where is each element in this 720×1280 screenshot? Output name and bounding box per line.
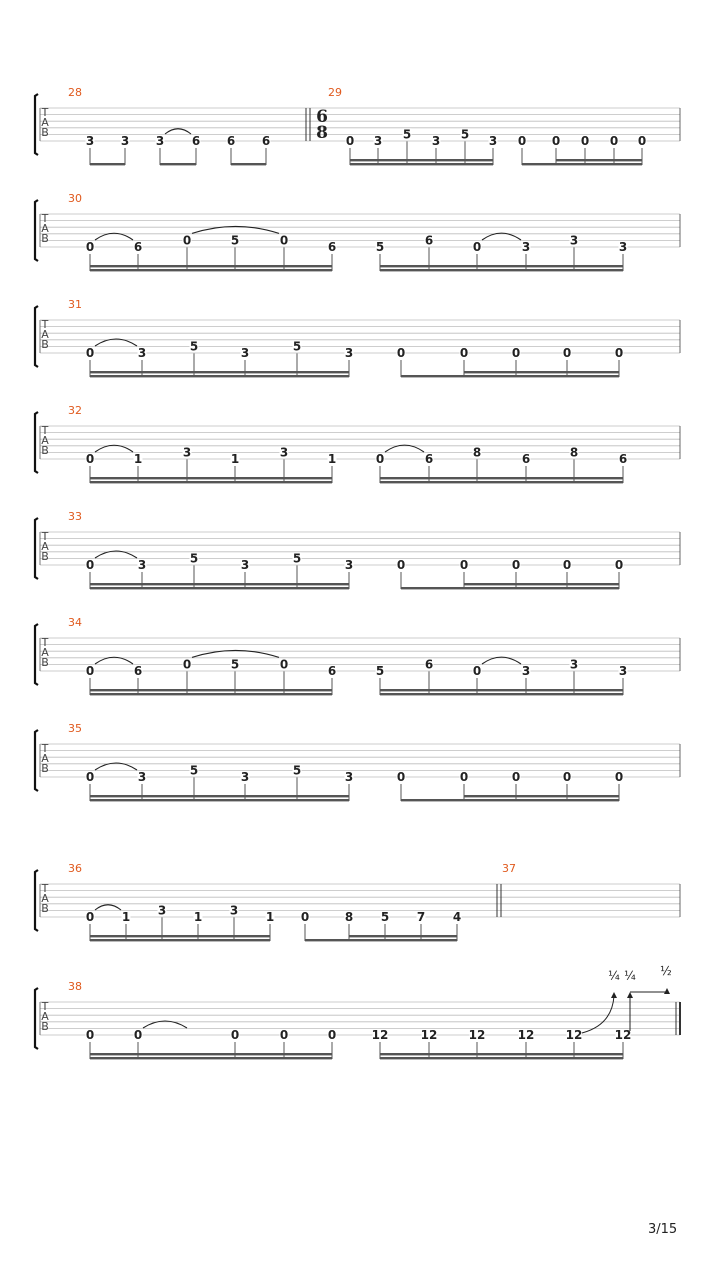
system-bracket [35, 306, 38, 367]
tab-clef-letter: T [41, 318, 49, 331]
beam-primary [231, 163, 266, 165]
fret-number: 0 [300, 910, 310, 924]
fret-number: 12 [420, 1028, 438, 1042]
measure-number: 33 [68, 510, 82, 523]
fret-number: 0 [327, 1028, 337, 1042]
beam-secondary [350, 159, 493, 161]
fret-number: 5 [375, 240, 385, 254]
beam-secondary [90, 689, 332, 691]
fret-number: 3 [155, 134, 165, 148]
beam-secondary [556, 159, 642, 161]
beam-secondary [380, 265, 623, 267]
fret-number: 6 [424, 452, 434, 466]
beam-primary [90, 481, 332, 483]
fret-number: 6 [133, 664, 143, 678]
fret-number: 6 [226, 134, 236, 148]
tab-clef-letter: A [41, 1010, 49, 1023]
fret-number: 3 [182, 445, 192, 460]
beam-primary [90, 587, 349, 589]
tab-clef-letter: B [41, 444, 49, 457]
fret-number: 1 [133, 452, 143, 466]
system-bracket [35, 518, 38, 579]
beam-primary [90, 1057, 332, 1059]
beam-primary [401, 799, 619, 801]
fret-number: 3 [240, 558, 250, 572]
fret-number: 6 [521, 452, 531, 466]
fret-number: 0 [85, 1028, 95, 1042]
fret-number: 3 [618, 664, 628, 678]
measure-number: 31 [68, 298, 82, 311]
fret-number: 0 [396, 770, 406, 784]
fret-number: 3 [344, 346, 354, 360]
beam-secondary [90, 371, 349, 373]
fret-number: 0 [459, 770, 469, 784]
tab-clef-letter: T [41, 636, 49, 649]
tab-clef-letter: B [41, 656, 49, 669]
tab-clef-letter: A [41, 892, 49, 905]
fret-number: 6 [191, 134, 201, 148]
system-bracket [35, 624, 38, 685]
fret-number: 3 [569, 657, 579, 672]
tie-slur [165, 129, 191, 134]
bend-label: ¼ [608, 969, 620, 983]
bend-arrow-head [611, 992, 617, 998]
tab-clef-letter: T [41, 1000, 49, 1013]
fret-number: 3 [344, 770, 354, 784]
measure-number: 28 [68, 86, 82, 99]
fret-number: 8 [569, 445, 579, 460]
fret-number: 12 [565, 1028, 583, 1042]
fret-number: 6 [133, 240, 143, 254]
system-bracket [35, 412, 38, 473]
tab-clef-letter: B [41, 338, 49, 351]
fret-number: 3 [137, 346, 147, 360]
beam-primary [380, 1057, 623, 1059]
beam-primary [380, 693, 623, 695]
system-bracket [35, 870, 38, 931]
fret-number: 0 [614, 558, 624, 572]
fret-number: 0 [614, 346, 624, 360]
beam-primary [401, 587, 619, 589]
fret-number: 5 [402, 127, 412, 142]
tab-clef-letter: A [41, 540, 49, 553]
fret-number: 5 [189, 763, 199, 778]
beam-primary [90, 163, 125, 165]
fret-number: 0 [279, 1028, 289, 1042]
tab-clef-letter: A [41, 328, 49, 341]
measure-number: 38 [68, 980, 82, 993]
fret-number: 5 [230, 657, 240, 672]
fret-number: 3 [279, 445, 289, 460]
tab-clef-letter: A [41, 646, 49, 659]
fret-number: 0 [614, 770, 624, 784]
fret-number: 0 [279, 233, 289, 248]
fret-number: 5 [189, 551, 199, 566]
fret-number: 0 [580, 134, 590, 148]
measure-number: 32 [68, 404, 82, 417]
beam-secondary [90, 1053, 332, 1055]
fret-number: 0 [133, 1028, 143, 1042]
fret-number: 0 [609, 134, 619, 148]
tab-clef-letter: B [41, 232, 49, 245]
fret-number: 0 [85, 910, 95, 924]
fret-number: 0 [517, 134, 527, 148]
measure-number: 37 [502, 862, 516, 875]
fret-number: 0 [551, 134, 561, 148]
fret-number: 12 [371, 1028, 389, 1042]
fret-number: 0 [511, 770, 521, 784]
fret-number: 0 [562, 346, 572, 360]
fret-number: 6 [618, 452, 628, 466]
beam-primary [305, 939, 457, 941]
fret-number: 0 [637, 134, 647, 148]
beam-secondary [90, 265, 332, 267]
fret-number: 0 [396, 558, 406, 572]
tab-clef-letter: B [41, 1020, 49, 1033]
tie-slur [95, 905, 121, 910]
beam-primary [380, 481, 623, 483]
fret-number: 3 [344, 558, 354, 572]
beam-secondary [90, 935, 270, 937]
measure-number: 35 [68, 722, 82, 735]
tab-clef-letter: A [41, 222, 49, 235]
fret-number: 0 [562, 558, 572, 572]
beam-secondary [90, 795, 349, 797]
tab-clef-letter: T [41, 882, 49, 895]
beam-secondary [464, 795, 619, 797]
fret-number: 0 [459, 558, 469, 572]
bend-curve [582, 996, 614, 1033]
fret-number: 12 [517, 1028, 535, 1042]
fret-number: 3 [137, 770, 147, 784]
system-bracket [35, 988, 38, 1049]
tab-clef-letter: A [41, 752, 49, 765]
fret-number: 0 [511, 346, 521, 360]
fret-number: 1 [265, 910, 275, 924]
fret-number: 3 [137, 558, 147, 572]
tab-clef-letter: B [41, 550, 49, 563]
beam-secondary [464, 371, 619, 373]
bend-arrow-head [627, 992, 633, 998]
fret-number: 3 [120, 134, 130, 148]
fret-number: 3 [240, 346, 250, 360]
system-bracket [35, 730, 38, 791]
tie-slur [95, 233, 133, 240]
fret-number: 0 [472, 240, 482, 254]
fret-number: 3 [431, 134, 441, 148]
fret-number: 5 [292, 763, 302, 778]
tab-clef-letter: B [41, 902, 49, 915]
fret-number: 12 [614, 1028, 632, 1042]
beam-secondary [349, 935, 457, 937]
beam-primary [90, 939, 270, 941]
fret-number: 0 [85, 346, 95, 360]
fret-number: 0 [85, 770, 95, 784]
fret-number: 3 [85, 134, 95, 148]
fret-number: 6 [424, 233, 434, 248]
beam-primary [90, 799, 349, 801]
fret-number: 1 [230, 452, 240, 466]
fret-number: 12 [468, 1028, 486, 1042]
fret-number: 3 [373, 134, 383, 148]
beam-primary [401, 375, 619, 377]
tab-clef-letter: A [41, 434, 49, 447]
fret-number: 0 [182, 657, 192, 672]
bend-label: ½ [660, 964, 672, 978]
fret-number: 7 [416, 910, 426, 924]
beam-secondary [464, 583, 619, 585]
beam-primary [350, 163, 493, 165]
tab-clef-letter: T [41, 212, 49, 225]
fret-number: 0 [472, 664, 482, 678]
fret-number: 8 [344, 910, 354, 924]
tab-clef-letter: B [41, 126, 49, 139]
fret-number: 1 [193, 910, 203, 924]
beam-primary [90, 375, 349, 377]
fret-number: 0 [85, 664, 95, 678]
fret-number: 6 [261, 134, 271, 148]
fret-number: 0 [279, 657, 289, 672]
measure-number: 34 [68, 616, 82, 629]
fret-number: 0 [375, 452, 385, 466]
bend-arrow-head [664, 988, 670, 994]
tab-clef-letter: T [41, 106, 49, 119]
measure-number: 30 [68, 192, 82, 205]
beam-primary [90, 269, 332, 271]
fret-number: 5 [375, 664, 385, 678]
fret-number: 3 [618, 240, 628, 254]
beam-secondary [90, 583, 349, 585]
tie-slur [95, 657, 133, 664]
fret-number: 3 [521, 240, 531, 254]
fret-number: 3 [488, 134, 498, 148]
system-bracket [35, 200, 38, 261]
fret-number: 5 [189, 339, 199, 354]
fret-number: 6 [424, 657, 434, 672]
fret-number: 5 [230, 233, 240, 248]
measure-number: 29 [328, 86, 342, 99]
beam-primary [90, 693, 332, 695]
fret-number: 3 [569, 233, 579, 248]
fret-number: 6 [327, 664, 337, 678]
tab-clef-letter: T [41, 742, 49, 755]
measure-number: 36 [68, 862, 82, 875]
fret-number: 5 [292, 339, 302, 354]
fret-number: 0 [396, 346, 406, 360]
beam-primary [380, 269, 623, 271]
fret-number: 1 [327, 452, 337, 466]
fret-number: 0 [459, 346, 469, 360]
fret-number: 5 [460, 127, 470, 142]
bend-label: ¼ [624, 969, 636, 983]
time-signature-top: 6 [316, 107, 328, 127]
fret-number: 3 [157, 903, 167, 918]
beam-primary [522, 163, 642, 165]
fret-number: 0 [230, 1028, 240, 1042]
system-bracket [35, 94, 38, 155]
fret-number: 0 [85, 240, 95, 254]
fret-number: 4 [452, 910, 462, 924]
fret-number: 0 [182, 233, 192, 248]
beam-secondary [90, 477, 332, 479]
fret-number: 5 [292, 551, 302, 566]
time-signature-bottom: 8 [316, 123, 328, 143]
tab-clef-letter: B [41, 762, 49, 775]
fret-number: 3 [240, 770, 250, 784]
fret-number: 6 [327, 240, 337, 254]
fret-number: 0 [562, 770, 572, 784]
beam-primary [160, 163, 196, 165]
fret-number: 8 [472, 445, 482, 460]
fret-number: 0 [511, 558, 521, 572]
beam-secondary [380, 477, 623, 479]
tie-slur [95, 445, 133, 452]
fret-number: 0 [85, 558, 95, 572]
fret-number: 5 [380, 910, 390, 924]
beam-secondary [380, 1053, 623, 1055]
tab-clef-letter: A [41, 116, 49, 129]
fret-number: 0 [345, 134, 355, 148]
tab-clef-letter: T [41, 424, 49, 437]
fret-number: 1 [121, 910, 131, 924]
fret-number: 3 [521, 664, 531, 678]
beam-secondary [380, 689, 623, 691]
page-number: 3/15 [648, 1222, 678, 1237]
tab-clef-letter: T [41, 530, 49, 543]
fret-number: 0 [85, 452, 95, 466]
fret-number: 3 [229, 903, 239, 918]
